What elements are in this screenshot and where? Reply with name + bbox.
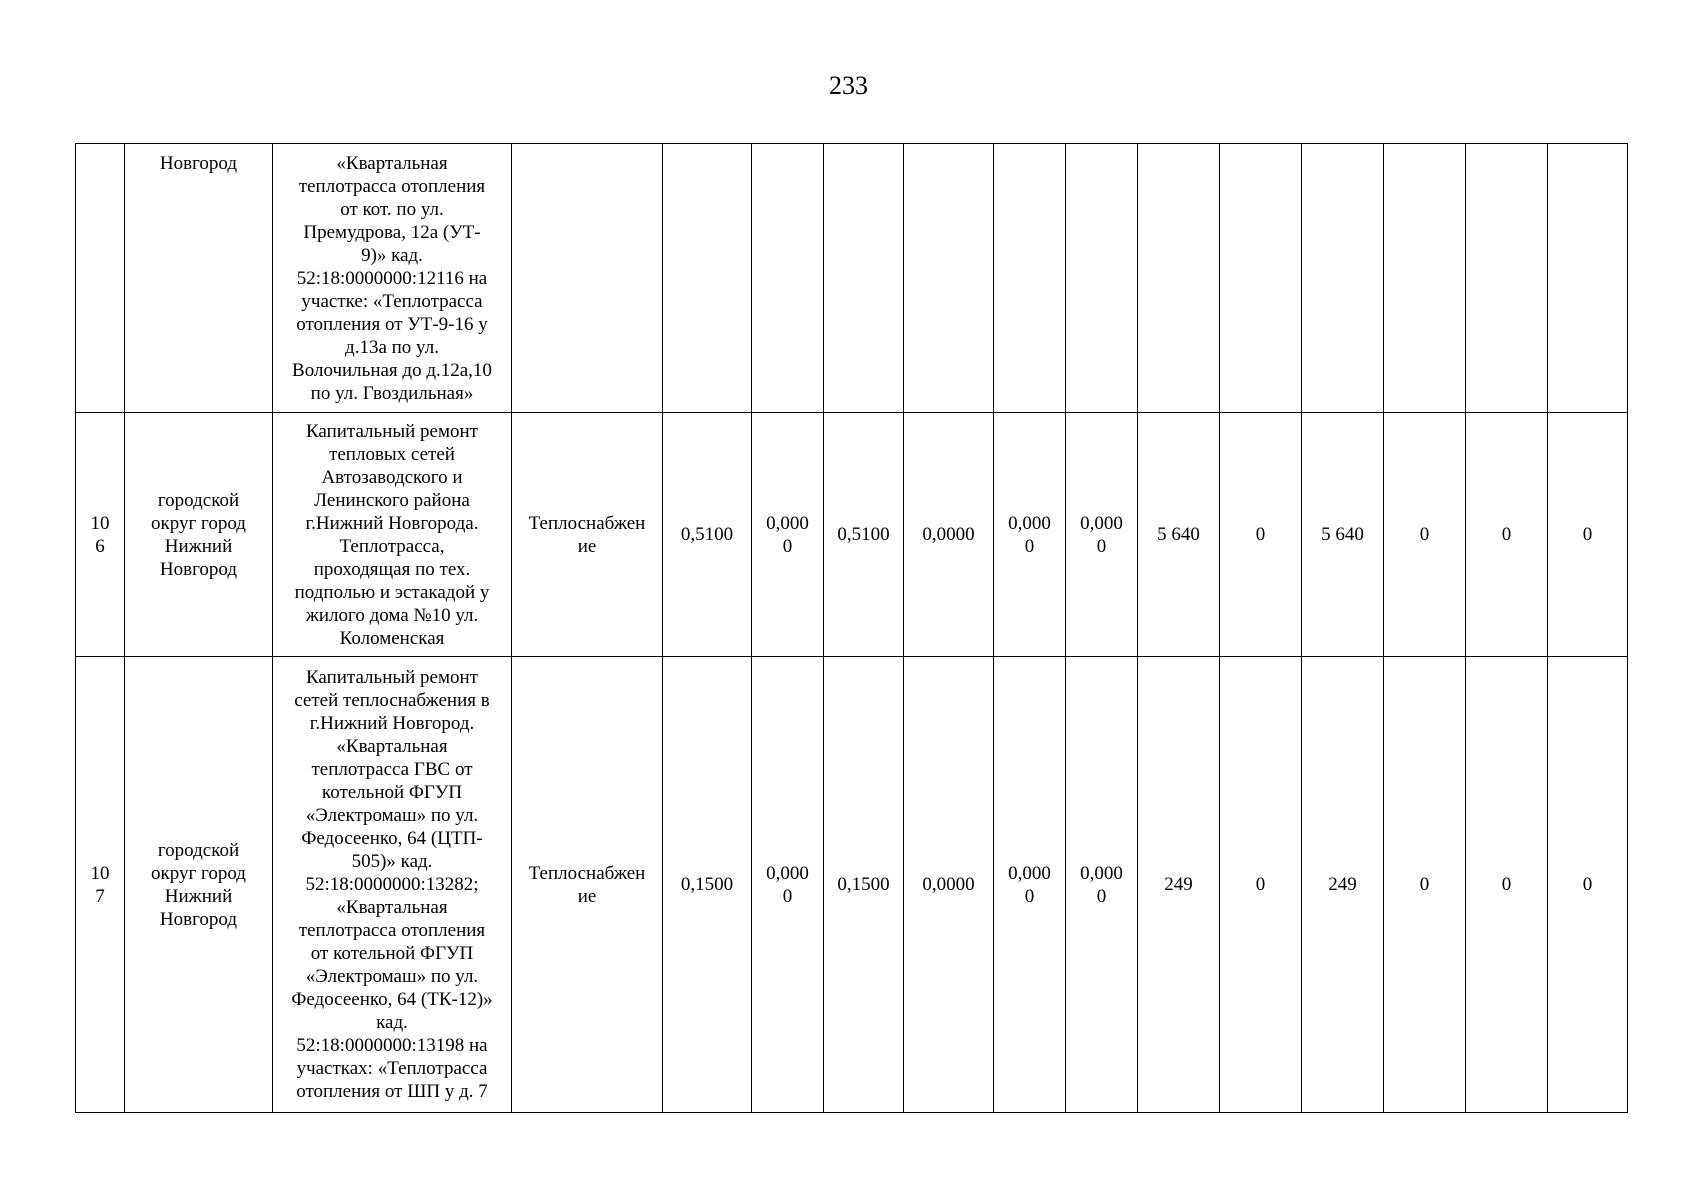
value-cell: 0 (1548, 657, 1628, 1113)
value-cell: 0 (1466, 657, 1548, 1113)
table-row (76, 657, 1628, 1113)
value-cell (1220, 144, 1302, 413)
value-cell: 0 (1220, 657, 1302, 1113)
value-cell: 0,000 0 (1066, 413, 1138, 657)
value-cell: 0 (1466, 413, 1548, 657)
value-cell: 0,0000 (904, 657, 994, 1113)
row-number (76, 144, 125, 413)
value-cell (1466, 144, 1548, 413)
page-number: 233 (829, 71, 868, 100)
municipality-cell: городской округ город Нижний Новгород (125, 657, 273, 1113)
description-cell: Капитальный ремонт сетей теплоснабжения в г.Нижний Новгород. «Квартальная теплотрасса ГВС от котельной ФГУП «Электромаш» по ул. Федосеенко, 64 (ЦТП- 505)» кад. 52:18:0000000:13282; «Квартальная теплотрасса отопления от котельной ФГУП «Электромаш» по ул. Федосеенко, 64 (ТК-12)» кад. 52:18:0000000:13198 на участках: «Теплотрасса отопления от ШП у д. 7 (273, 657, 512, 1113)
value-cell (752, 144, 824, 413)
value-cell (994, 144, 1066, 413)
data-table (75, 143, 1628, 1113)
row-number: 10 6 (76, 413, 125, 657)
value-cell: 0,0000 (904, 413, 994, 657)
value-cell (1138, 144, 1220, 413)
value-cell (904, 144, 994, 413)
value-cell: 249 (1138, 657, 1220, 1113)
value-cell: 5 640 (1302, 413, 1384, 657)
value-cell (1384, 144, 1466, 413)
description-cell: «Квартальная теплотрасса отопления от кот. по ул. Премудрова, 12а (УТ- 9)» кад. 52:18:0000000:12116 на участке: «Теплотрасса отопления от УТ-9-16 у д.13а по ул. Волочильная до д.12а,10 по ул. Гвоздильная» (273, 144, 512, 413)
value-cell: 0,5100 (663, 413, 752, 657)
value-cell: 249 (1302, 657, 1384, 1113)
municipality-cell: Новгород (125, 144, 273, 413)
municipality-cell: городской округ город Нижний Новгород (125, 413, 273, 657)
value-cell: 0,000 0 (752, 413, 824, 657)
value-cell: 0,1500 (663, 657, 752, 1113)
type-cell: Теплоснабжен ие (512, 413, 663, 657)
value-cell: 0,5100 (824, 413, 904, 657)
table-row (76, 144, 1628, 413)
value-cell (1548, 144, 1628, 413)
type-cell (512, 144, 663, 413)
value-cell (824, 144, 904, 413)
value-cell: 0 (1384, 657, 1466, 1113)
value-cell (1066, 144, 1138, 413)
value-cell: 0,1500 (824, 657, 904, 1113)
value-cell: 0 (1384, 413, 1466, 657)
value-cell: 0 (1548, 413, 1628, 657)
table-row (76, 413, 1628, 657)
value-cell: 0,000 0 (994, 413, 1066, 657)
value-cell: 5 640 (1138, 413, 1220, 657)
type-cell: Теплоснабжен ие (512, 657, 663, 1113)
value-cell: 0,000 0 (994, 657, 1066, 1113)
value-cell: 0 (1220, 413, 1302, 657)
description-cell: Капитальный ремонт тепловых сетей Автозаводского и Ленинского района г.Нижний Новгорода. Теплотрасса, проходящая по тех. подполью и эстакадой у жилого дома №10 ул. Коломенская (273, 413, 512, 657)
value-cell (1302, 144, 1384, 413)
value-cell (663, 144, 752, 413)
value-cell: 0,000 0 (1066, 657, 1138, 1113)
value-cell: 0,000 0 (752, 657, 824, 1113)
row-number: 10 7 (76, 657, 125, 1113)
